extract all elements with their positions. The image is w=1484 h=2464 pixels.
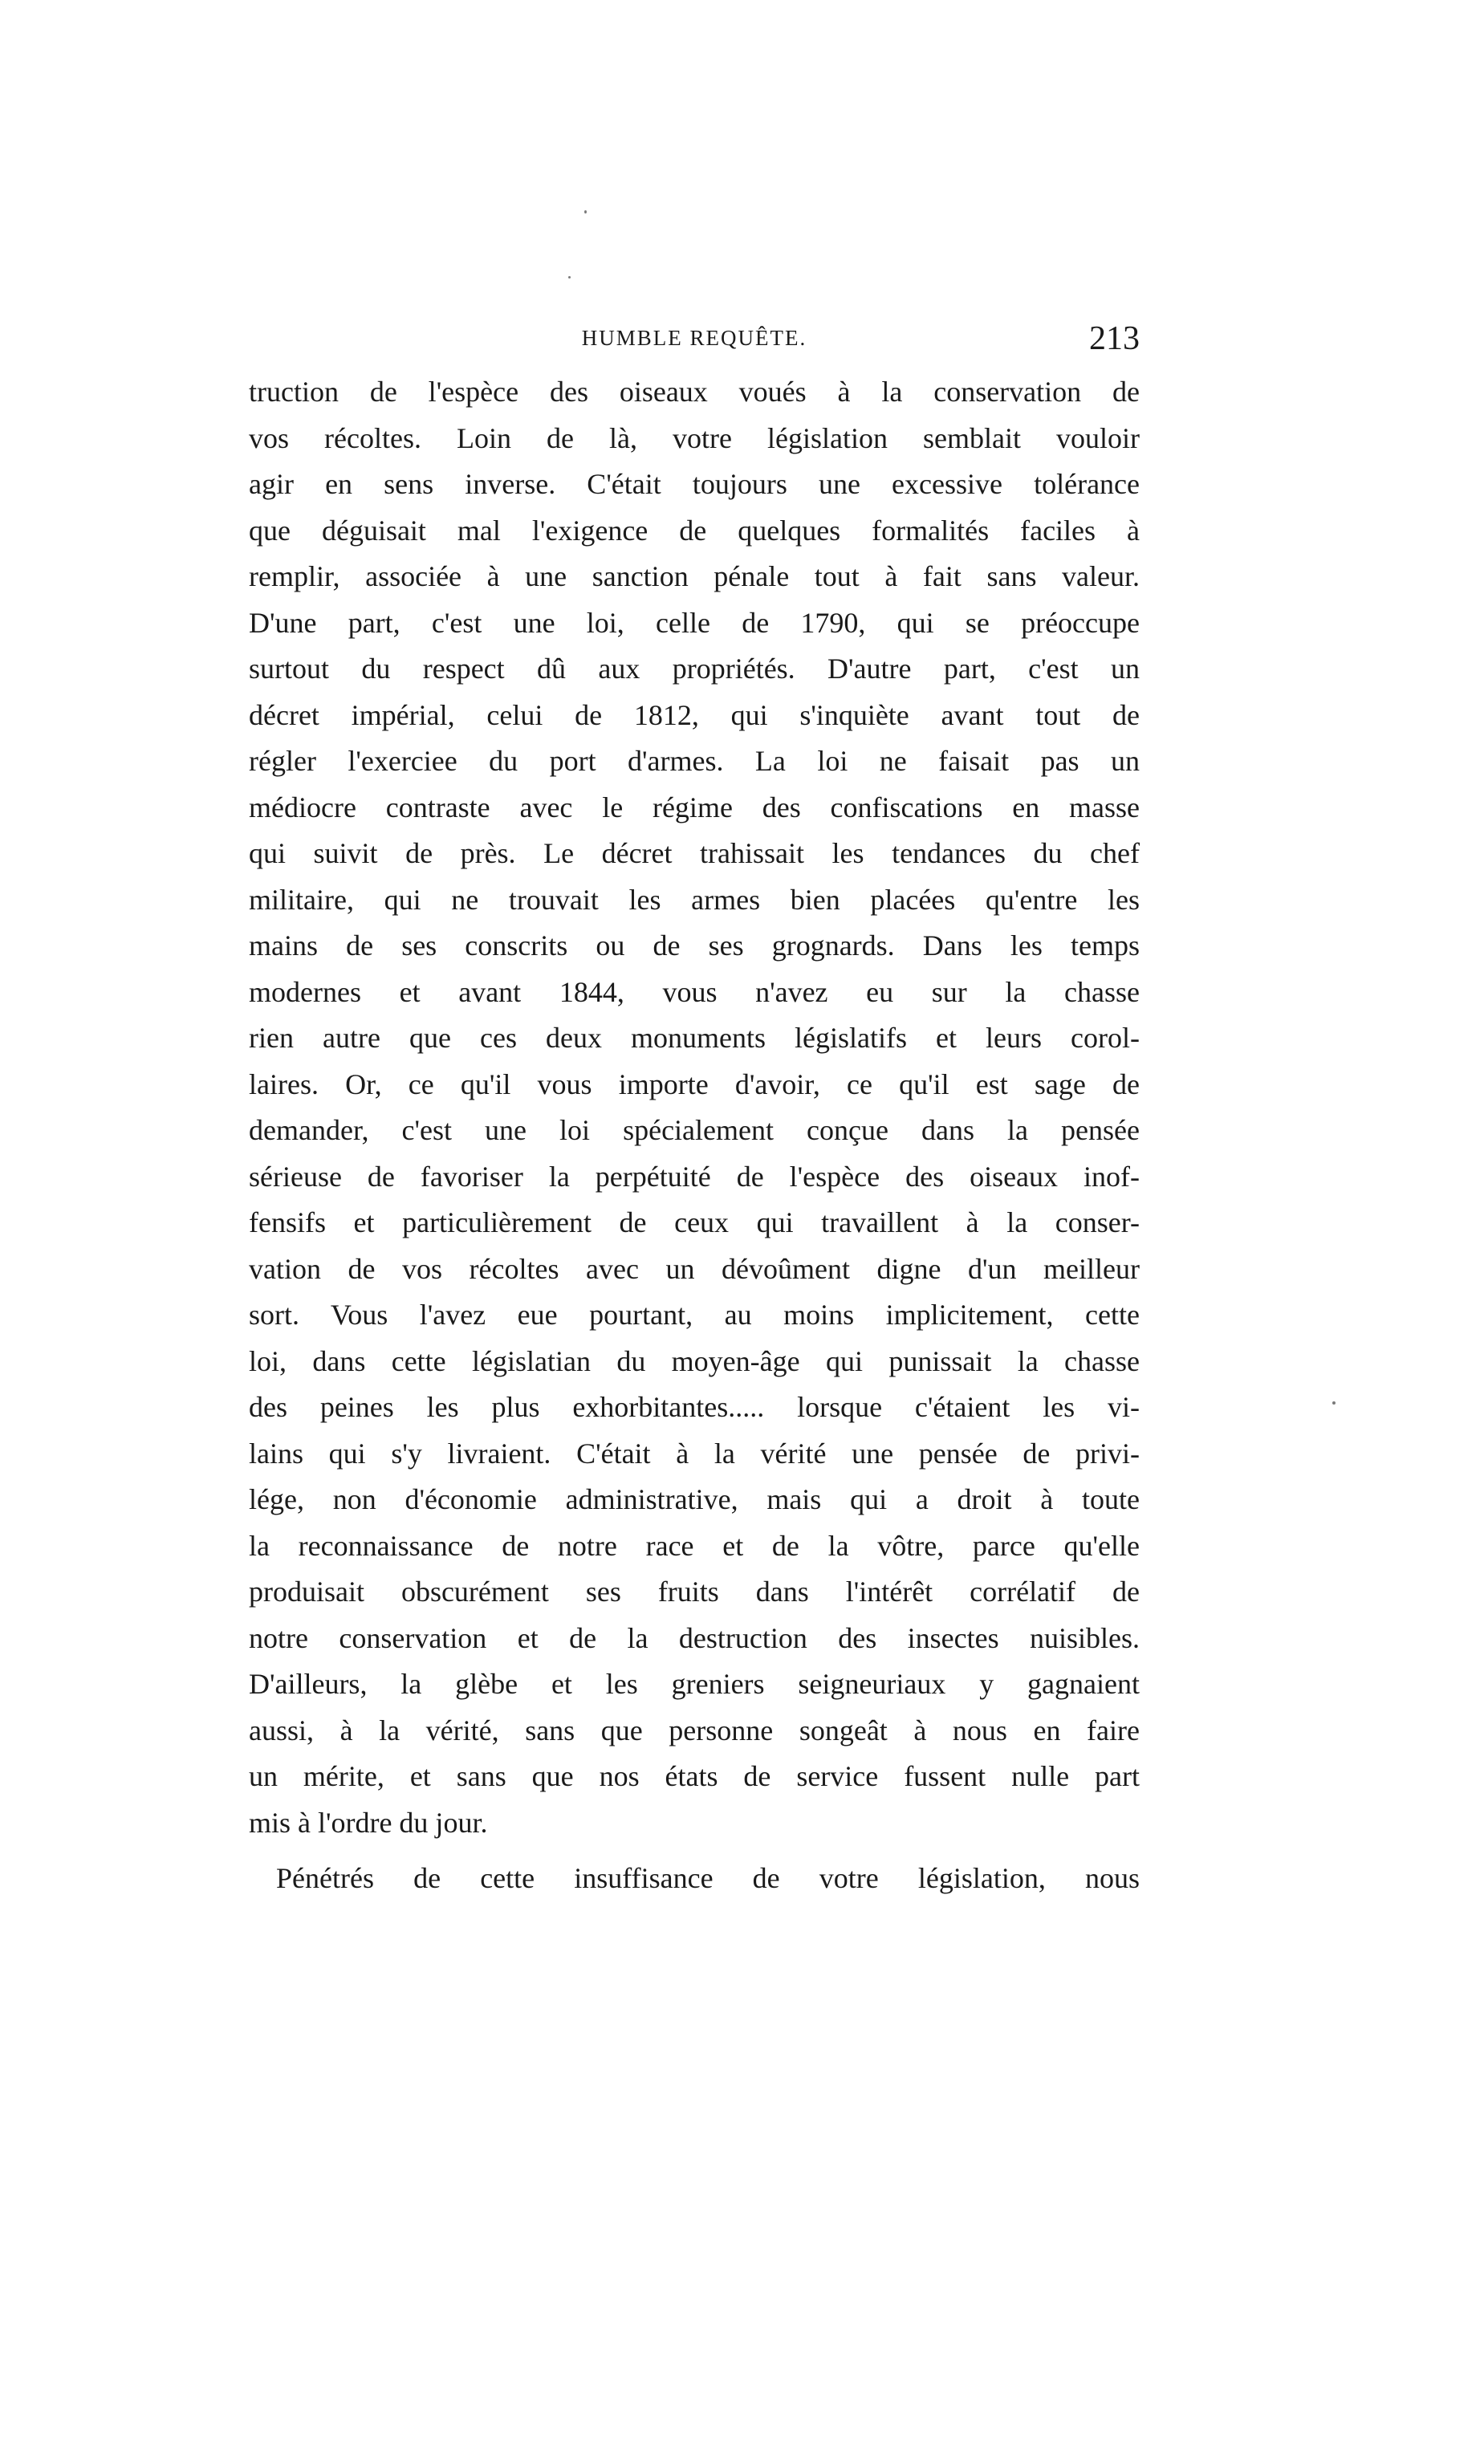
paragraph-gap [249, 1846, 1140, 1856]
body-text [249, 369, 1140, 1902]
text-line: notre conservation et de la destruction des insectes nuisibles. [249, 1621, 1140, 1654]
text-line: la reconnaissance de notre race et de la vôtre, parce qu'elle [249, 1529, 1140, 1562]
text-line: truction de l'espèce des oiseaux voués à la conservation de [249, 376, 1140, 408]
scan-speck [1332, 1401, 1336, 1405]
running-title: HUMBLE REQUÊTE. [581, 326, 807, 350]
text-line: que déguisait mal l'exigence de quelques formalités faciles à [249, 514, 1140, 547]
scan-speck [568, 276, 571, 279]
text-line: modernes et avant 1844, vous n'avez eu sur la chasse [249, 975, 1140, 1008]
text-line: vos récoltes. Loin de là, votre législation semblait vouloir [249, 421, 1140, 454]
text-line: sort. Vous l'avez eue pourtant, au moins implicitement, cette [249, 1299, 1140, 1331]
text-line: agir en sens inverse. C'était toujours une excessive tolérance [249, 468, 1140, 500]
page-number: 213 [1089, 320, 1140, 357]
running-head [249, 319, 1140, 368]
text-line: fensifs et particulièrement de ceux qui travaillent à la conser- [249, 1206, 1140, 1238]
text-line: mis à l'ordre du jour. [249, 1806, 488, 1839]
text-line: lége, non d'économie administrative, mais qui a droit à toute [249, 1483, 1140, 1515]
text-line: D'ailleurs, la glèbe et les greniers seigneuriaux y gagnaient [249, 1668, 1140, 1700]
text-line: demander, c'est une loi spécialement conçue dans la pensée [249, 1114, 1140, 1146]
scan-speck [584, 210, 587, 213]
text-line: vation de vos récoltes avec un dévoûment digne d'un meilleur [249, 1252, 1140, 1285]
text-line: des peines les plus exhorbitantes..... lorsque c'étaient les vi- [249, 1391, 1140, 1423]
text-line: laires. Or, ce qu'il vous importe d'avoir, ce qu'il est sage de [249, 1067, 1140, 1100]
text-line: médiocre contraste avec le régime des confiscations en masse [249, 791, 1140, 823]
text-line: loi, dans cette législatian du moyen-âge qui punissait la chasse [249, 1344, 1140, 1377]
text-line: surtout du respect dû aux propriétés. D'autre part, c'est un [249, 653, 1140, 685]
text-line: lains qui s'y livraient. C'était à la vérité une pensée de privi- [249, 1437, 1140, 1470]
text-line: aussi, à la vérité, sans que personne songeât à nous en faire [249, 1714, 1140, 1746]
text-line: sérieuse de favoriser la perpétuité de l'espèce des oiseaux inof- [249, 1160, 1140, 1193]
text-line: un mérite, et sans que nos états de service fussent nulle part [249, 1760, 1140, 1792]
text-line: régler l'exerciee du port d'armes. La loi ne faisait pas un [249, 745, 1140, 777]
text-line: Pénétrés de cette insuffisance de votre législation, nous [276, 1862, 1140, 1894]
text-line: remplir, associée à une sanction pénale tout à fait sans valeur. [249, 560, 1140, 592]
text-line: militaire, qui ne trouvait les armes bien placées qu'entre les [249, 883, 1140, 916]
paragraph-1 [249, 369, 1140, 1846]
text-line: décret impérial, celui de 1812, qui s'inquiète avant tout de [249, 698, 1140, 731]
text-line: qui suivit de près. Le décret trahissait les tendances du chef [249, 837, 1140, 869]
paragraph-2 [249, 1856, 1140, 1902]
text-line: produisait obscurément ses fruits dans l'intérêt corrélatif de [249, 1576, 1140, 1608]
text-line: D'une part, c'est une loi, celle de 1790, qui se préoccupe [249, 606, 1140, 639]
text-line: rien autre que ces deux monuments législatifs et leurs corol- [249, 1022, 1140, 1054]
text-line: mains de ses conscrits ou de ses grognards. Dans les temps [249, 929, 1140, 962]
